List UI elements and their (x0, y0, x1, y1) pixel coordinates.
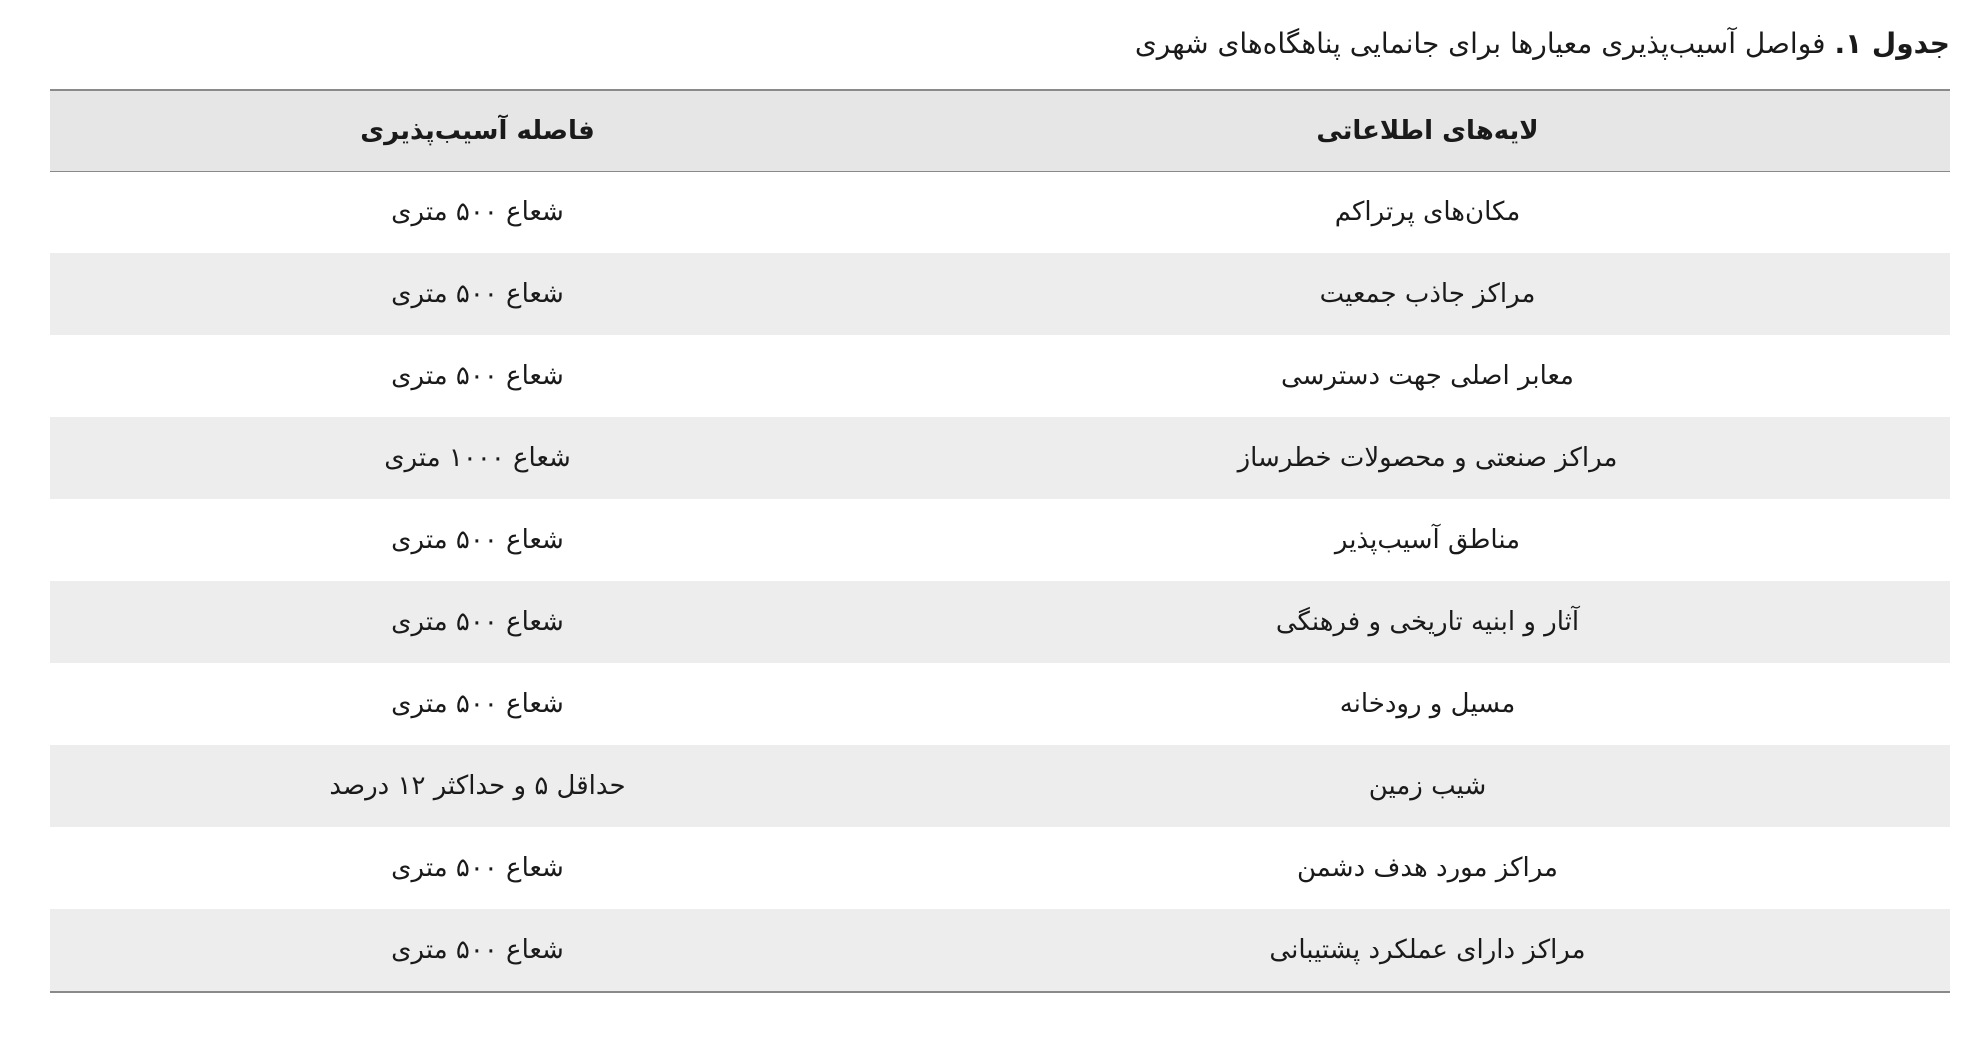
table-caption-label: جدول ۱. (1834, 27, 1950, 60)
cell-layer: مراکز جاذب جمعیت (1319, 279, 1536, 309)
cell-layer: معابر اصلی جهت دسترسی (1281, 361, 1574, 391)
cell-distance: شعاع ۵۰۰ متری (391, 279, 564, 309)
cell-layer: مراکز صنعتی و محصولات خطرساز (1237, 443, 1618, 473)
table-body (50, 171, 1950, 991)
table-header (50, 91, 1950, 171)
table-row (50, 335, 1950, 417)
cell-layer: مناطق آسیب‌پذیر (1334, 525, 1521, 555)
cell-layer: مراکز مورد هدف دشمن (1296, 853, 1558, 883)
cell-distance: شعاع ۵۰۰ متری (391, 935, 564, 965)
table-row (50, 253, 1950, 335)
table-row (50, 417, 1950, 499)
cell-layer: شیب زمین (1368, 771, 1487, 801)
cell-layer: مراکز دارای عملکرد پشتیبانی (1269, 935, 1586, 965)
cell-distance: شعاع ۱۰۰۰ متری (384, 443, 571, 473)
header-vulnerability-distance: فاصله آسیب‌پذیری (50, 91, 905, 171)
table-row (50, 663, 1950, 745)
cell-distance: حداقل ۵ و حداکثر ۱۲ درصد (329, 771, 626, 801)
header-row (50, 91, 1950, 171)
table-caption (1135, 20, 1950, 68)
table-row (50, 499, 1950, 581)
cell-distance: شعاع ۵۰۰ متری (391, 607, 564, 637)
cell-distance: شعاع ۵۰۰ متری (391, 361, 564, 391)
table-row (50, 827, 1950, 909)
table-caption-text: فواصل آسیب‌پذیری معیارها برای جانمایی پناهگاه‌های شهری (1134, 27, 1826, 60)
table-row (50, 745, 1950, 827)
cell-distance: شعاع ۵۰۰ متری (391, 525, 564, 555)
table-row (50, 909, 1950, 991)
vulnerability-distance-table (50, 91, 1950, 991)
table-row (50, 581, 1950, 663)
cell-distance: شعاع ۵۰۰ متری (391, 689, 564, 719)
cell-distance: شعاع ۵۰۰ متری (391, 197, 564, 228)
vulnerability-table-container (50, 89, 1950, 993)
cell-layer: مکان‌های پرتراکم (1334, 197, 1521, 228)
header-information-layers: لایه‌های اطلاعاتی (905, 91, 1950, 171)
cell-layer: مسیل و رودخانه (1339, 689, 1516, 719)
cell-distance: شعاع ۵۰۰ متری (391, 853, 564, 883)
cell-layer: آثار و ابنیه تاریخی و فرهنگی (1275, 607, 1580, 637)
table-row (50, 171, 1950, 253)
